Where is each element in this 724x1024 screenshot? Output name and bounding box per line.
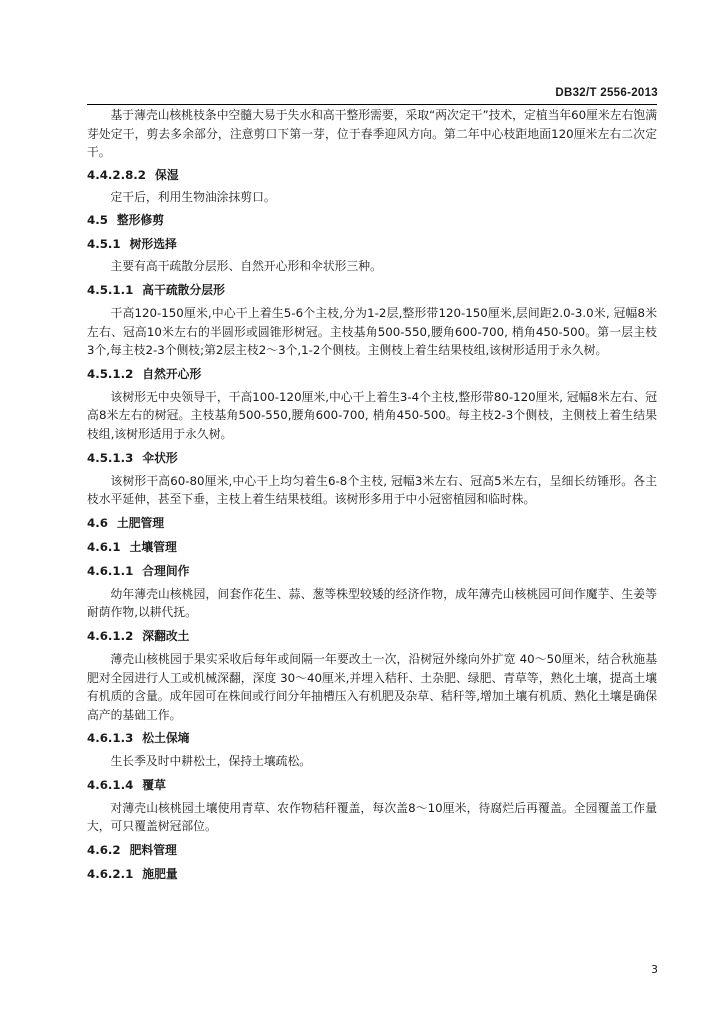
section-heading [87,729,657,747]
paragraph: 生长季及时中耕松土，保持土壤疏松。 [110,754,312,769]
section-heading [87,166,657,184]
section-title: 高干疏散分层形 [142,282,225,297]
section-number: 4.5.1 [87,237,121,252]
paragraph: 对薄壳山核桃园土壤使用青草、农作物秸秆覆盖，每次盖8～10厘米，待腐烂后再覆盖。全园覆盖工作量大，可只覆盖树冠部位。 [87,800,657,834]
paragraph: 主要有高干疏散分层形、自然开心形和伞状形三种。 [110,259,382,274]
section-heading [87,235,657,253]
header-rule [87,104,657,105]
section-heading [87,449,657,467]
section-heading [87,281,657,299]
section-number: 4.6.1.1 [87,563,134,578]
section-number: 4.6.1.2 [87,628,134,643]
section-number: 4.6.2.1 [87,867,134,882]
section-number: 4.5 [87,213,108,228]
section-number: 4.6.1.3 [87,731,134,746]
section-title: 土壤管理 [129,539,177,554]
document-code: DB32/T 2556-2013 [555,87,658,99]
section-title: 自然开心形 [142,366,202,381]
section-number: 4.6.1.4 [87,777,134,792]
section-title: 松土保墒 [142,731,190,746]
section-number: 4.6 [87,515,108,530]
section-heading [87,211,657,229]
section-number: 4.4.2.8.2 [87,167,146,182]
section-heading [87,865,657,883]
section-title: 树形选择 [129,237,177,252]
section-heading [87,538,657,556]
section-number: 4.5.1.3 [87,450,134,465]
paragraph: 薄壳山核桃园于果实采收后每年或间隔一年要改土一次，沿树冠外缘向外扩宽 40～50厘米，结合秋施基肥对全园进行人工或机械深翻，深度 30～40厘米,并埋入秸秆、土杂肥、绿肥、青草等，熟化土壤，提高土壤有机质的含量。成年园可在株间或行间分年抽槽压入有机肥及杂草、秸秆等,增加土壤有机质、熟化土壤是确保高产的基础工作。 [87,651,658,722]
document-body [87,106,657,883]
paragraph: 定干后，利用生物油涂抹剪口。 [110,189,276,204]
paragraph: 干高120-150厘米,中心干上着生5-6个主枝,分为1-2层,整形带120-150厘米,层间距2.0-3.0米, 冠幅8米左右、冠高10米左右的半圆形或圆锥形树冠。主枝基角500-550,腰角600-700, 梢角450-500。第一层主枝3个,每主枝2-3个侧枝;第2层主枝2～3个,1-2个侧枝。主侧枝上着生结果枝组,该树形适用于永久树。 [87,305,657,358]
section-title: 肥料管理 [129,843,177,858]
section-heading [87,514,657,532]
section-title: 保湿 [154,167,179,182]
section-heading [87,365,657,383]
section-title: 施肥量 [142,867,178,882]
section-number: 4.6.1 [87,539,121,554]
section-title: 伞状形 [142,450,178,465]
section-title: 合理间作 [142,563,190,578]
section-heading [87,841,657,859]
section-title: 整形修剪 [116,213,165,228]
section-number: 4.5.1.2 [87,366,134,381]
section-title: 土肥管理 [116,515,165,530]
section-number: 4.5.1.1 [87,282,134,297]
paragraph: 该树形干高60-80厘米,中心干上均匀着生6-8个主枝, 冠幅3米左右、冠高5米左右，呈细长纺锤形。各主枝水平延伸，甚至下垂，主枝上着生结果枝组。该树形多用于中小冠密植园和临时株。 [87,473,657,507]
page-number: 3 [651,963,658,976]
paragraph: 幼年薄壳山核桃园，间套作花生、蒜、葱等株型较矮的经济作物，成年薄壳山核桃园可间作魔芋、生姜等耐荫作物,以耕代抚。 [87,586,657,620]
section-heading [87,776,657,794]
paragraph: 基于薄壳山核桃枝条中空髓大易于失水和高干整形需要，采取“两次定干”技术，定植当年60厘米左右饱满芽处定干，剪去多余部分，注意剪口下第一芽，位于春季迎风方向。第二年中心枝距地面120厘米左右二次定干。 [87,108,657,160]
section-heading [87,627,657,645]
section-title: 覆草 [142,777,166,792]
section-number: 4.6.2 [87,843,121,858]
section-title: 深翻改土 [142,628,190,643]
section-heading [87,562,657,580]
paragraph: 该树形无中央领导干，干高100-120厘米,中心干上着生3-4个主枝,整形带80-120厘米, 冠幅8米左右、冠高8米左右的树冠。主枝基角500-550,腰角600-700, 梢角450-500。每主枝2-3个侧枝，主侧枝上着生结果枝组,该树形适用于永久树。 [87,389,657,441]
